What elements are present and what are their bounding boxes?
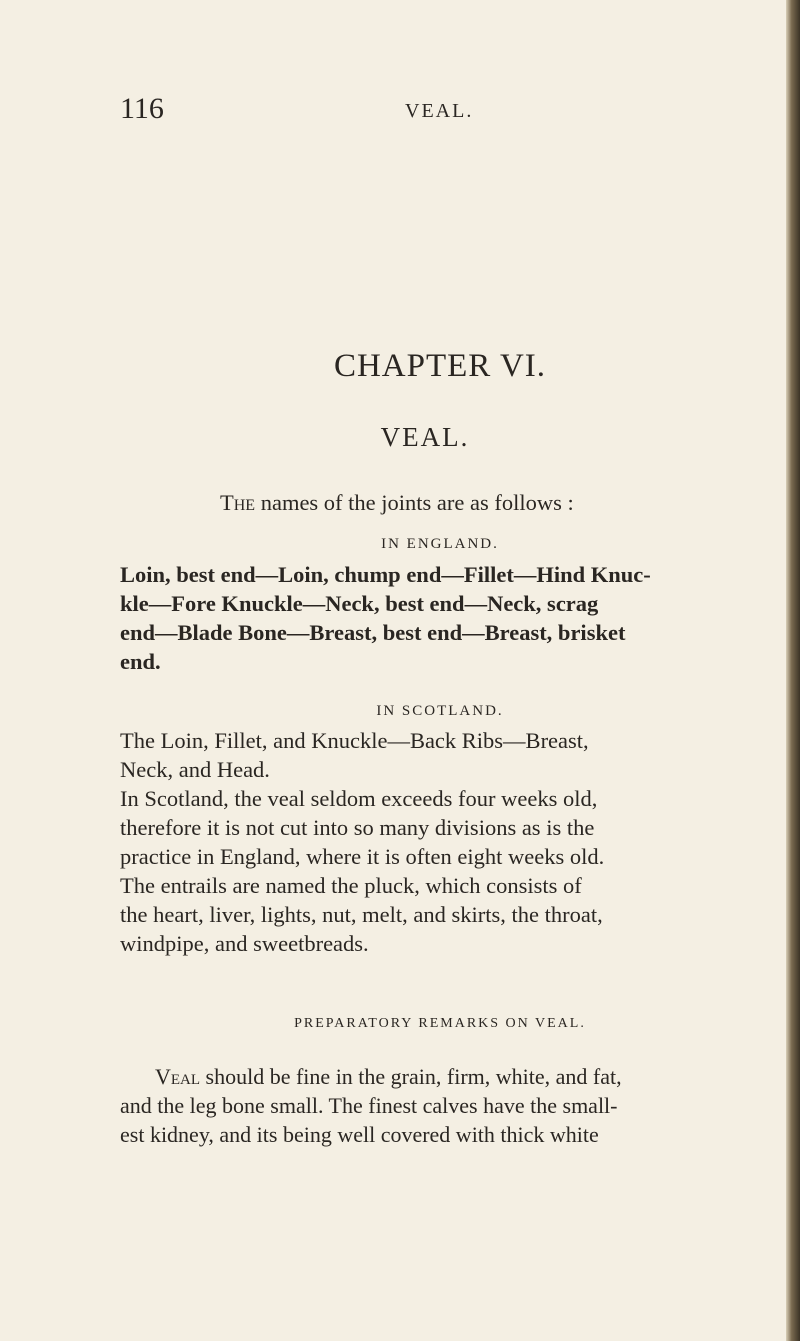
page-edge [786,0,800,1341]
remarks-paragraph [120,1062,768,1149]
remarks-line: est kidney, and its being well covered with thick white [120,1122,599,1147]
scotland-para-line: In Scotland, the veal seldom exceeds four weeks old, [120,786,598,811]
england-line: Loin, best end—Loin, chump end—Fillet—Hind Knuc- [120,562,651,587]
england-line: end. [120,649,161,674]
scotland-line: The Loin, Fillet, and Knuckle—Back Ribs—Breast, [120,728,589,753]
scotland-para-line: therefore it is not cut into so many divisions as is the [120,815,595,840]
england-heading: IN ENGLAND. [381,536,499,552]
england-line: end—Blade Bone—Breast, best end—Breast, brisket [120,620,626,645]
intro-rest: names of the joints are as follows : [255,490,574,515]
intro-line [120,488,768,517]
england-line: kle—Fore Knuckle—Neck, best end—Neck, scrag [120,591,599,616]
chapter-subtitle: VEAL. [380,422,470,452]
running-head [0,92,800,132]
scotland-para-line: practice in England, where it is often eight weeks old. [120,844,605,869]
remarks-heading: PREPARATORY REMARKS ON VEAL. [294,1016,586,1031]
scotland-heading: IN SCOTLAND. [376,703,504,719]
remarks-line: and the leg bone small. The finest calves have the small- [120,1093,618,1118]
scotland-para-line: The entrails are named the pluck, which consists of [120,873,582,898]
remarks-line: should be fine in the grain, firm, white, and fat, [200,1064,622,1089]
running-title: VEAL. [405,100,474,122]
england-list [120,560,768,676]
intro-first-word: The [220,490,256,515]
scotland-list [120,726,768,958]
chapter-title: CHAPTER VI. [333,348,547,384]
page-number: 116 [120,92,164,125]
scotland-line: Neck, and Head. [120,757,270,782]
scotland-para-line: windpipe, and sweetbreads. [120,931,369,956]
scotland-para-line: the heart, liver, lights, nut, melt, and skirts, the throat, [120,902,603,927]
remarks-first-word: Veal [155,1064,201,1089]
